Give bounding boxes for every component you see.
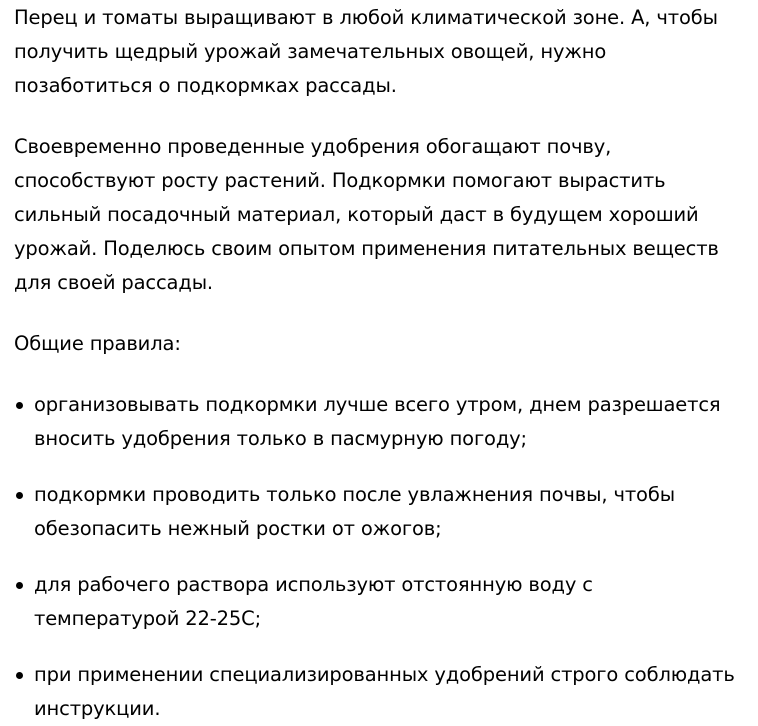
bullet-icon: [16, 402, 23, 409]
paragraph-rules-heading: Общие правила:: [14, 332, 181, 355]
list-item: [14, 568, 744, 636]
paragraph-intro: Перец и томаты выращивают в любой климатической зоне. А, чтобы получить щедрый урожай замечательных овощей, нужно позаботиться о подкормках рассады.: [14, 6, 718, 97]
paragraph-fertilizers: Своевременно проведенные удобрения обогащают почву, способствуют росту растений. Подкормки помогают вырастить сильный посадочный материал, который даст в будущем хороший урожай. Поделюсь своим опытом применения питательных веществ для своей рассады.: [14, 135, 719, 294]
bullet-icon: [16, 672, 23, 679]
list-item-text: организовывать подкормки лучше всего утром, днем разрешается вносить удобрения только в пасмурную погоду;: [34, 393, 721, 450]
list-item-text: подкормки проводить только после увлажнения почвы, чтобы обезопасить нежный ростки от ожогов;: [34, 483, 675, 540]
list-item: [14, 658, 744, 726]
list-item: [14, 388, 744, 456]
list-item-text: при применении специализированных удобрений строго соблюдать инструкции.: [34, 663, 735, 720]
rules-list: [14, 388, 744, 726]
bullet-icon: [16, 492, 23, 499]
list-item-text: для рабочего раствора используют отстоянную воду с температурой 22-25С;: [34, 573, 593, 630]
bullet-icon: [16, 582, 23, 589]
list-item: [14, 478, 744, 546]
